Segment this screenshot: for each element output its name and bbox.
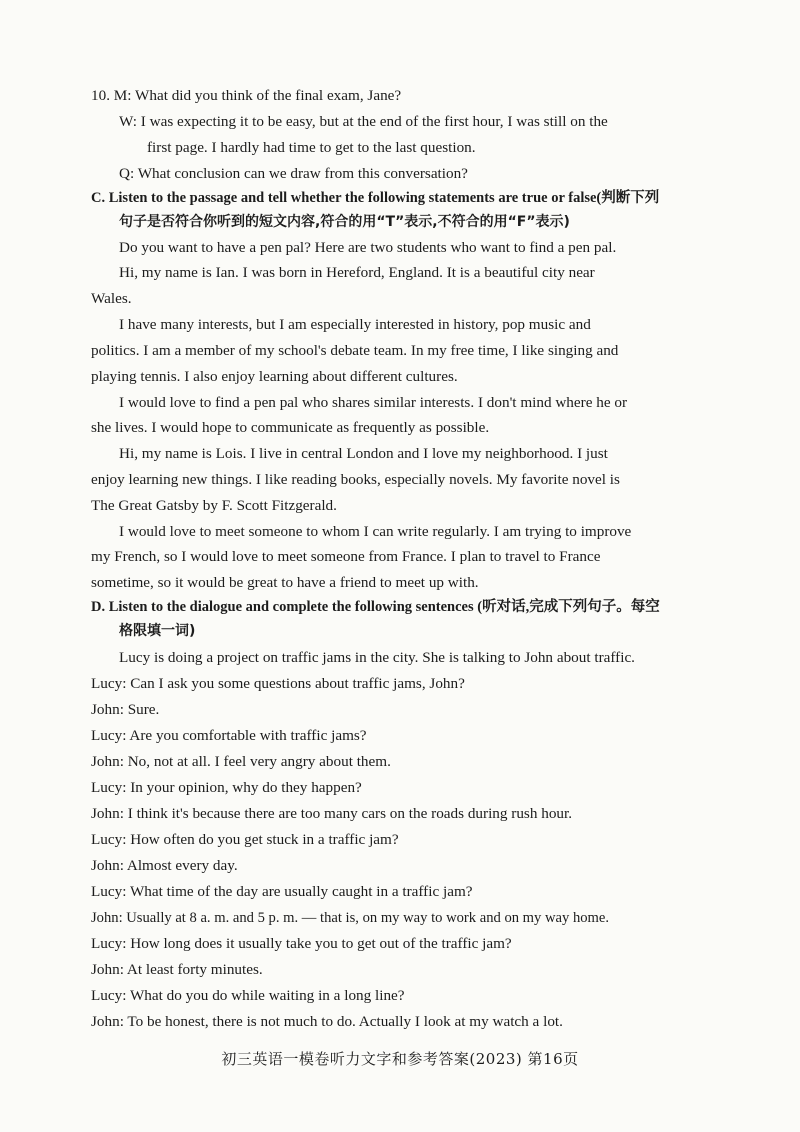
dialogue-line: Lucy: In your opinion, why do they happen? xyxy=(91,779,362,796)
passage-line: Hi, my name is Ian. I was born in Hereford, England. It is a beautiful city near xyxy=(119,264,595,281)
passage-line: Wales. xyxy=(91,290,132,307)
passage-line: The Great Gatsby by F. Scott Fitzgerald. xyxy=(91,497,337,514)
section-c-heading-1: C. Listen to the passage and tell whether the following statements are true or false(判断下列 xyxy=(91,190,660,206)
q10-woman-line-1: W: I was expecting it to be easy, but at the end of the first hour, I was still on the xyxy=(119,113,608,130)
passage-line: my French, so I would love to meet someone from France. I plan to travel to France xyxy=(91,548,601,565)
dialogue-line: John: To be honest, there is not much to do. Actually I look at my watch a lot. xyxy=(91,1013,563,1030)
q10-man-line: 10. M: What did you think of the final exam, Jane? xyxy=(91,87,402,104)
dialogue-line: John: At least forty minutes. xyxy=(91,961,263,978)
passage-line: Do you want to have a pen pal? Here are two students who want to find a pen pal. xyxy=(119,239,617,256)
dialogue-line: John: No, not at all. I feel very angry about them. xyxy=(91,753,391,770)
passage-line: playing tennis. I also enjoy learning about different cultures. xyxy=(91,368,458,385)
dialogue-line: Lucy: How long does it usually take you to get out of the traffic jam? xyxy=(91,935,512,952)
dialogue-intro: Lucy is doing a project on traffic jams in the city. She is talking to John about traffic. xyxy=(119,649,635,666)
q10-woman-line-2: first page. I hardly had time to get to the last question. xyxy=(147,139,476,156)
dialogue-line: John: Sure. xyxy=(91,701,160,718)
passage-line: I would love to find a pen pal who shares similar interests. I don't mind where he or xyxy=(119,394,628,411)
passage-line: Hi, my name is Lois. I live in central London and I love my neighborhood. I just xyxy=(119,445,608,462)
dialogue-line: John: Almost every day. xyxy=(91,857,238,874)
passage-line: sometime, so it would be great to have a friend to meet up with. xyxy=(91,574,479,591)
passage-line: she lives. I would hope to communicate as frequently as possible. xyxy=(91,419,490,436)
passage-line: I would love to meet someone to whom I can write regularly. I am trying to improve xyxy=(119,523,632,540)
passage-line: enjoy learning new things. I like reading books, especially novels. My favorite novel is xyxy=(91,471,620,488)
section-c-heading-2: 句子是否符合你听到的短文内容,符合的用“T”表示,不符合的用“F”表示) xyxy=(119,214,570,230)
dialogue-line: Lucy: Are you comfortable with traffic jams? xyxy=(91,727,367,744)
dialogue-line: Lucy: What do you do while waiting in a long line? xyxy=(91,987,405,1004)
q10-question-line: Q: What conclusion can we draw from this conversation? xyxy=(119,165,468,182)
dialogue-line: John: Usually at 8 a. m. and 5 p. m. — that is, on my way to work and on my way home. xyxy=(91,910,610,926)
dialogue-line: John: I think it's because there are too many cars on the roads during rush hour. xyxy=(91,805,573,822)
page-footer: 初三英语一模卷听力文字和参考答案(2023) 第16页 xyxy=(221,1050,579,1068)
passage-line: I have many interests, but I am especially interested in history, pop music and xyxy=(119,316,591,333)
passage-line: politics. I am a member of my school's debate team. In my free time, I like singing and xyxy=(91,342,619,359)
dialogue-line: Lucy: What time of the day are usually caught in a traffic jam? xyxy=(91,883,473,900)
dialogue-line: Lucy: How often do you get stuck in a traffic jam? xyxy=(91,831,399,848)
section-d-heading-2: 格限填一词) xyxy=(119,623,196,639)
section-d-heading-1: D. Listen to the dialogue and complete the following sentences (听对话,完成下列句子。每空 xyxy=(91,599,660,615)
dialogue-line: Lucy: Can I ask you some questions about traffic jams, John? xyxy=(91,675,465,692)
